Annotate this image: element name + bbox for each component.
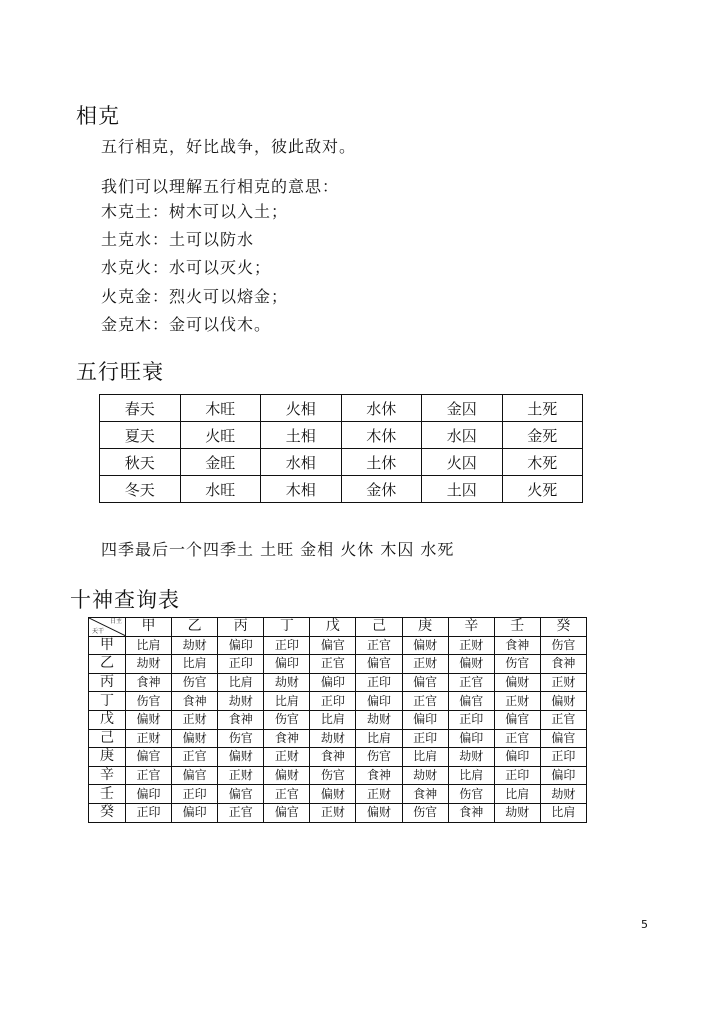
shishen-cell: 偏官 xyxy=(172,766,218,785)
shishen-cell: 食神 xyxy=(218,710,264,729)
column-header-stem: 己 xyxy=(356,618,402,637)
shishen-cell: 伤官 xyxy=(172,673,218,692)
wuxing-state-cell: 木死 xyxy=(502,449,583,476)
row-header-stem: 辛 xyxy=(89,766,126,785)
shishen-cell: 劫财 xyxy=(126,655,172,674)
shishen-cell: 劫财 xyxy=(172,636,218,655)
shishen-cell: 正财 xyxy=(218,766,264,785)
shishen-cell: 比肩 xyxy=(448,766,494,785)
row-header-stem: 丙 xyxy=(89,673,126,692)
shishen-cell: 正印 xyxy=(494,766,540,785)
table-row xyxy=(89,692,587,711)
wuxing-state-cell: 火相 xyxy=(261,395,342,422)
shishen-cell: 正印 xyxy=(218,655,264,674)
wuxing-state-cell: 金休 xyxy=(341,476,422,503)
column-header-stem: 乙 xyxy=(172,618,218,637)
shishen-cell: 偏财 xyxy=(126,710,172,729)
shishen-cell: 比肩 xyxy=(172,655,218,674)
shishen-cell: 正财 xyxy=(310,803,356,822)
shishen-cell: 比肩 xyxy=(356,729,402,748)
row-header-stem: 丁 xyxy=(89,692,126,711)
shishen-cell: 比肩 xyxy=(494,785,540,804)
shishen-cell: 偏官 xyxy=(540,729,586,748)
xiangke-line: 金克木：金可以伐木。 xyxy=(101,315,272,334)
shishen-cell: 偏印 xyxy=(218,636,264,655)
shishen-cell: 比肩 xyxy=(126,636,172,655)
column-header-stem: 壬 xyxy=(494,618,540,637)
shishen-cell: 偏印 xyxy=(494,748,540,767)
season-cell: 春天 xyxy=(100,395,181,422)
shishen-cell: 食神 xyxy=(448,803,494,822)
shishen-cell: 正印 xyxy=(540,748,586,767)
table-row xyxy=(89,748,587,767)
shishen-cell: 食神 xyxy=(264,729,310,748)
shishen-cell: 正官 xyxy=(402,692,448,711)
wangshuai-table xyxy=(99,394,583,503)
shishen-cell: 食神 xyxy=(356,766,402,785)
shishen-cell: 食神 xyxy=(402,785,448,804)
shishen-cell: 正印 xyxy=(264,636,310,655)
row-header-stem: 乙 xyxy=(89,655,126,674)
shishen-cell: 伤官 xyxy=(126,692,172,711)
shishen-cell: 正印 xyxy=(310,692,356,711)
wangshuai-row xyxy=(100,476,583,503)
wuxing-state-cell: 土休 xyxy=(341,449,422,476)
column-header-stem: 丁 xyxy=(264,618,310,637)
shishen-cell: 偏印 xyxy=(264,655,310,674)
shishen-cell: 偏印 xyxy=(402,710,448,729)
shishen-cell: 食神 xyxy=(126,673,172,692)
wuxing-state-cell: 木旺 xyxy=(180,395,261,422)
wangshuai-row xyxy=(100,422,583,449)
shishen-cell: 偏财 xyxy=(494,673,540,692)
season-cell: 冬天 xyxy=(100,476,181,503)
shishen-cell: 劫财 xyxy=(356,710,402,729)
xiangke-line: 水克火：水可以灭火； xyxy=(101,258,272,277)
table-row xyxy=(89,785,587,804)
shishen-cell: 伤官 xyxy=(448,785,494,804)
shishen-cell: 正财 xyxy=(126,729,172,748)
wangshuai-row xyxy=(100,395,583,422)
wuxing-state-cell: 金死 xyxy=(502,422,583,449)
shishen-cell: 劫财 xyxy=(264,673,310,692)
corner-label-rizhu: 日主 xyxy=(109,618,122,625)
shishen-cell: 偏官 xyxy=(356,655,402,674)
shishen-cell: 比肩 xyxy=(402,748,448,767)
shishen-cell: 偏财 xyxy=(540,692,586,711)
table-row xyxy=(89,673,587,692)
shishen-cell: 正财 xyxy=(264,748,310,767)
shishen-cell: 食神 xyxy=(172,692,218,711)
table-row xyxy=(89,710,587,729)
shishen-cell: 正官 xyxy=(310,655,356,674)
column-header-stem: 戊 xyxy=(310,618,356,637)
shishen-cell: 正财 xyxy=(540,673,586,692)
shishen-cell: 劫财 xyxy=(310,729,356,748)
shishen-cell: 偏财 xyxy=(218,748,264,767)
shishen-cell: 劫财 xyxy=(494,803,540,822)
wuxing-state-cell: 水休 xyxy=(341,395,422,422)
section-title-wangshuai: 五行旺衰 xyxy=(76,360,164,384)
table-row xyxy=(89,729,587,748)
shishen-cell: 比肩 xyxy=(218,673,264,692)
shishen-cell: 伤官 xyxy=(402,803,448,822)
wuxing-state-cell: 土相 xyxy=(261,422,342,449)
wuxing-state-cell: 火囚 xyxy=(422,449,503,476)
row-header-stem: 己 xyxy=(89,729,126,748)
shishen-cell: 偏官 xyxy=(448,692,494,711)
shishen-cell: 比肩 xyxy=(264,692,310,711)
shishen-cell: 正印 xyxy=(356,673,402,692)
shishen-cell: 劫财 xyxy=(402,766,448,785)
shishen-cell: 正印 xyxy=(172,785,218,804)
shishen-cell: 正官 xyxy=(172,748,218,767)
wuxing-state-cell: 水相 xyxy=(261,449,342,476)
row-header-stem: 戊 xyxy=(89,710,126,729)
table-row xyxy=(89,766,587,785)
shishen-cell: 偏官 xyxy=(310,636,356,655)
xiangke-intro: 五行相克，好比战争，彼此敌对。 xyxy=(101,137,357,156)
shishen-cell: 劫财 xyxy=(448,748,494,767)
wuxing-state-cell: 金旺 xyxy=(180,449,261,476)
shishen-cell: 伤官 xyxy=(218,729,264,748)
shishen-cell: 正财 xyxy=(494,692,540,711)
shishen-cell: 正官 xyxy=(448,673,494,692)
shishen-cell: 正官 xyxy=(264,785,310,804)
shishen-cell: 正财 xyxy=(402,655,448,674)
shishen-cell: 偏官 xyxy=(264,803,310,822)
shishen-cell: 正印 xyxy=(448,710,494,729)
shishen-cell: 偏财 xyxy=(172,729,218,748)
shishen-cell: 偏印 xyxy=(126,785,172,804)
shishen-cell: 伤官 xyxy=(356,748,402,767)
shishen-cell: 偏财 xyxy=(310,785,356,804)
wuxing-state-cell: 木相 xyxy=(261,476,342,503)
shishen-cell: 正官 xyxy=(218,803,264,822)
wuxing-state-cell: 木休 xyxy=(341,422,422,449)
xiangke-line: 木克土：树木可以入土； xyxy=(101,202,289,221)
row-header-stem: 甲 xyxy=(89,636,126,655)
shishen-cell: 伤官 xyxy=(310,766,356,785)
shishen-cell: 偏印 xyxy=(448,729,494,748)
row-header-stem: 庚 xyxy=(89,748,126,767)
shishen-cell: 偏官 xyxy=(402,673,448,692)
shishen-cell: 偏财 xyxy=(264,766,310,785)
shishen-cell: 伤官 xyxy=(494,655,540,674)
shishen-cell: 比肩 xyxy=(310,710,356,729)
wuxing-state-cell: 土死 xyxy=(502,395,583,422)
shishen-cell: 劫财 xyxy=(540,785,586,804)
table-row xyxy=(89,636,587,655)
wangshuai-note: 四季最后一个四季土 土旺 金相 火休 木囚 水死 xyxy=(101,540,455,559)
wuxing-state-cell: 火旺 xyxy=(180,422,261,449)
column-header-stem: 辛 xyxy=(448,618,494,637)
shishen-cell: 偏财 xyxy=(402,636,448,655)
shishen-cell: 偏财 xyxy=(356,803,402,822)
column-header-stem: 丙 xyxy=(218,618,264,637)
wuxing-state-cell: 水旺 xyxy=(180,476,261,503)
wuxing-state-cell: 金囚 xyxy=(422,395,503,422)
shishen-cell: 伤官 xyxy=(264,710,310,729)
shishen-cell: 正财 xyxy=(356,785,402,804)
season-cell: 秋天 xyxy=(100,449,181,476)
column-header-stem: 癸 xyxy=(540,618,586,637)
shishen-cell: 偏印 xyxy=(356,692,402,711)
shishen-cell: 劫财 xyxy=(218,692,264,711)
corner-label-tiangan: 天干 xyxy=(92,627,105,635)
row-header-stem: 壬 xyxy=(89,785,126,804)
table-row xyxy=(89,655,587,674)
shishen-table xyxy=(88,617,587,823)
column-header-stem: 庚 xyxy=(402,618,448,637)
shishen-cell: 偏印 xyxy=(540,766,586,785)
shishen-cell: 正财 xyxy=(448,636,494,655)
shishen-cell: 食神 xyxy=(494,636,540,655)
page-number: 5 xyxy=(641,918,648,931)
table-row xyxy=(89,803,587,822)
xiangke-line: 火克金：烈火可以熔金； xyxy=(101,287,289,306)
xiangke-line: 土克水：土可以防水 xyxy=(101,230,255,249)
table-corner-header xyxy=(89,618,126,637)
season-cell: 夏天 xyxy=(100,422,181,449)
wuxing-state-cell: 水囚 xyxy=(422,422,503,449)
shishen-cell: 比肩 xyxy=(540,803,586,822)
shishen-cell: 正印 xyxy=(126,803,172,822)
section-title-shishen: 十神查询表 xyxy=(70,588,180,612)
shishen-cell: 偏官 xyxy=(494,710,540,729)
shishen-cell: 伤官 xyxy=(540,636,586,655)
shishen-cell: 偏印 xyxy=(310,673,356,692)
shishen-cell: 正印 xyxy=(402,729,448,748)
shishen-cell: 偏官 xyxy=(126,748,172,767)
row-header-stem: 癸 xyxy=(89,803,126,822)
shishen-cell: 食神 xyxy=(540,655,586,674)
section-title-xiangke: 相克 xyxy=(76,104,120,128)
shishen-cell: 正财 xyxy=(172,710,218,729)
shishen-cell: 偏印 xyxy=(172,803,218,822)
xiangke-lead: 我们可以理解五行相克的意思： xyxy=(101,177,340,196)
shishen-cell: 食神 xyxy=(310,748,356,767)
wuxing-state-cell: 土囚 xyxy=(422,476,503,503)
shishen-cell: 偏财 xyxy=(448,655,494,674)
shishen-cell: 正官 xyxy=(356,636,402,655)
wangshuai-row xyxy=(100,449,583,476)
shishen-cell: 正官 xyxy=(126,766,172,785)
shishen-cell: 正官 xyxy=(494,729,540,748)
wuxing-state-cell: 火死 xyxy=(502,476,583,503)
column-header-stem: 甲 xyxy=(126,618,172,637)
shishen-cell: 偏官 xyxy=(218,785,264,804)
shishen-cell: 正官 xyxy=(540,710,586,729)
